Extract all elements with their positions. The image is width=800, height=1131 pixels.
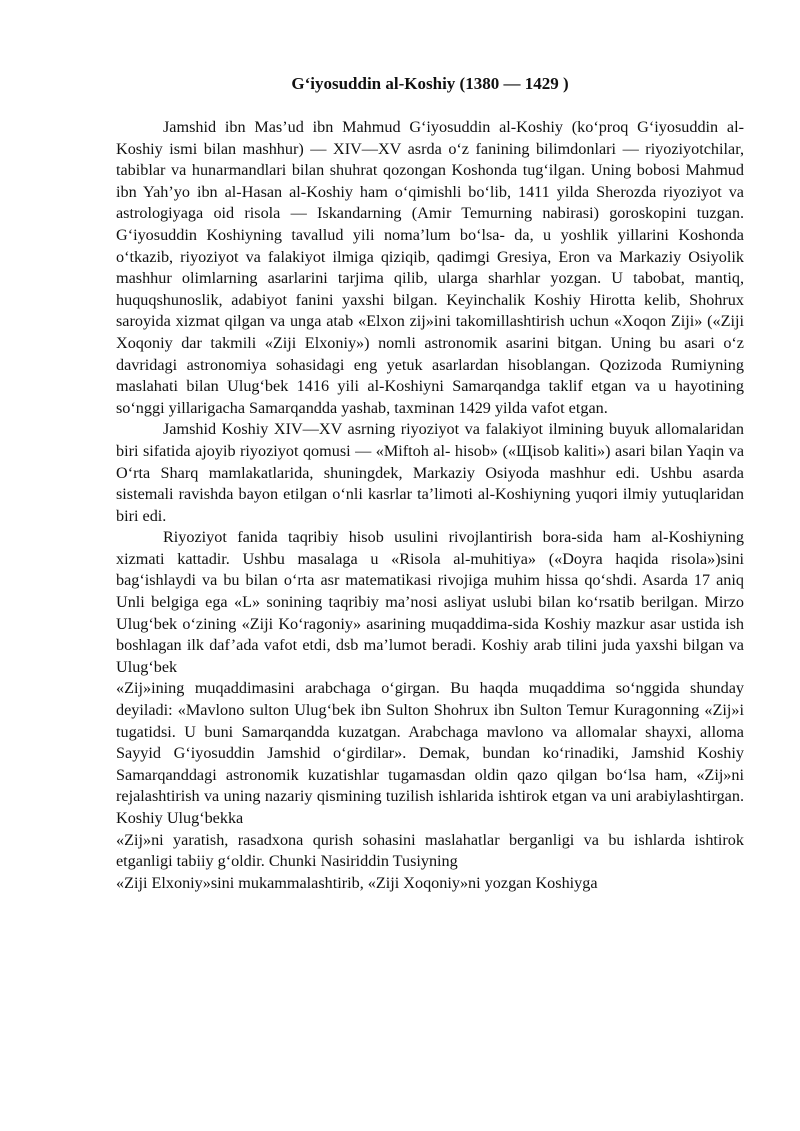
paragraph: Jamshid Koshiy XIV—XV asrning riyoziyot va falakiyot ilmining buyuk allomalaridan biri sifatida ajoyib riyoziyot qomusi — «Miftoh al- hisob» («Щisob kaliti») asari bilan Yaqin va O‘rta Sharq mamlakatlarida, shuningdek, Markaziy Osiyoda mashhur edi. Ushbu asarda sistemali ravishda bayon etilgan o‘nli kasrlar ta’limoti al-Koshiyning yuqori ilmiy yutuqlaridan biri edi.: [116, 420, 744, 525]
paragraph: Jamshid ibn Mas’ud ibn Mahmud G‘iyosuddin al-Koshiy (ko‘proq G‘iyosuddin al-Koshiy ismi bilan mashhur) — XIV—XV asrda o‘z fanining bilimdonlari — riyoziyotchilar, tabiblar va hunarmandlari bilan shuhrat qozongan Koshonda tug‘ilgan. Uning bobosi Mahmud ibn Yah’yo ibn al-Hasan al-Koshiy ham o‘qimishli bo‘lib, 1411 yilda Sherozda riyoziyot va astrologiyaga oid risola — Iskandarning (Amir Temurning nabirasi) goroskopini tuzgan. G‘iyosuddin Koshiyning tavallud yili noma’lum bo‘lsa- da, u yoshlik yillarini Koshonda o‘tkazib, riyoziyot va falakiyot ilmiga qiziqib, qadimgi Gresiya, Eron va Markaziy Osiyolik mashhur olimlarning asarlarini tarjima qilib, ularga sharhlar yozgan. U tabobat, mantiq, huquqshunoslik, adabiyot fanini yaxshi bilgan. Keyinchalik Koshiy Hirotta kelib, Shohrux saroyida xizmat qilgan va unga atab «Elxon zij»ini takomillashtirish uchun «Xoqon Ziji» («Ziji Xoqoniy dar takmili «Ziji Elxoniy») nomli astronomik asarini bitgan. Uning bu asari o‘z davridagi astronomiya sohasidagi eng yetuk asarlardan hisoblangan. Qozizoda Rumiyning maslahati bilan Ulug‘bek 1416 yili al-Koshiyni Samarqandga taklif etgan va u hayotining so‘nggi yillarigacha Samarqandda yashab, taxminan 1429 yilda vafot etgan.: [116, 118, 744, 417]
paragraph: «Ziji Elxoniy»sini mukammalashtirib, «Ziji Xoqoniy»ni yozgan Koshiyga: [116, 873, 598, 892]
document-body: [116, 117, 744, 894]
document-title: G‘iyosuddin al-Koshiy (1380 — 1429 ): [291, 74, 569, 93]
paragraph: «Zij»ining muqaddimasini arabchaga o‘girgan. Bu haqda muqaddima so‘nggida shunday deyiladi: «Mavlono sulton Ulug‘bek ibn Sulton Shohrux ibn Sulton Temur Kuragonning «Zij»i tugatidsi. U buni Samarqandda kuzatgan. Arabchaga mavlono va allomalar shayxi, alloma Sayyid G‘iyosuddin Jamshid o‘girdilar». Demak, bundan ko‘rinadiki, Jamshid Koshiy Samarqanddagi astronomik kuzatishlar tugamasdan oldin qazo qilgan bo‘lsa ham, «Zij»ni rejalashtirish va uning nazariy qismining tuzilish ishlarida ishtirok etgan va uni arabiylashtirgan. Koshiy Ulug‘bekka: [116, 679, 744, 827]
paragraph: «Zij»ni yaratish, rasadxona qurish sohasini maslahatlar berganligi va bu ishlarda ishtirok etganligi tabiiy g‘oldir. Chunki Nasiriddin Tusiyning: [116, 830, 744, 871]
paragraph: Riyoziyot fanida taqribiy hisob usulini rivojlantirish bora-sida ham al-Koshiyning xizmati kattadir. Ushbu masalaga u «Risola al-muhitiya» («Doyra haqida risola»)sini bag‘ishlaydi va bu bilan o‘rta asr matematikasi rivojiga muhim hissa qo‘shdi. Asarda 17 aniq Unli belgiga ega «L» sonining taqribiy ma’nosi asliyat uslubi bilan ko‘rsatib berilgan. Mirzo Ulug‘bek o‘zining «Ziji Ko‘ragoniy» asarining muqaddima-sida Koshiy mazkur asar ustida ish boshlagan ilk daf’ada vafot etdi, dsb ma’lumot beradi. Koshiy arab tilini juda yaxshi bilgan va Ulug‘bek: [116, 528, 744, 676]
